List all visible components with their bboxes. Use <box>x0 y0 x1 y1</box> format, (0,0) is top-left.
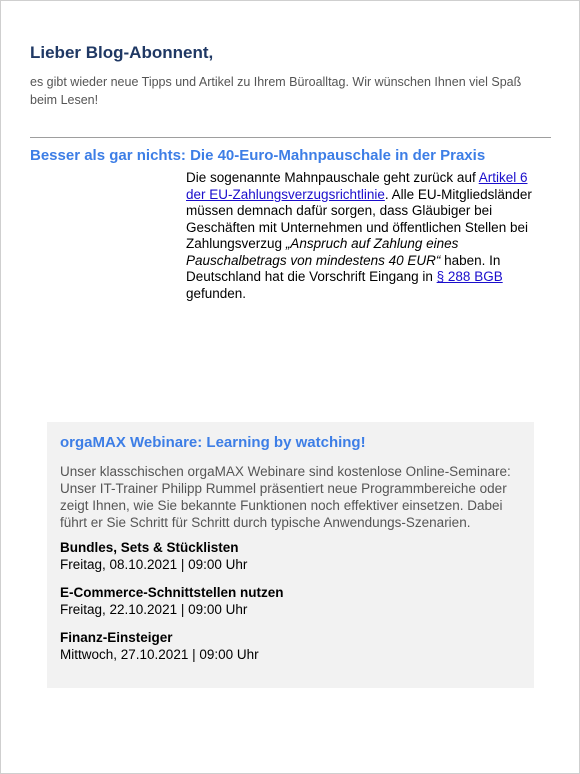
session-title[interactable]: Finanz-Einsteiger <box>60 630 173 645</box>
article-text-2: . Alle EU-Mitgliedsländer müssen demnach dafür sorgen, dass Gläubiger bei Geschäften mit Unternehmen und öffentlichen Stellen bei Zahlungsverzug <box>186 186 532 251</box>
article-text-4: gefunden. <box>186 285 247 301</box>
session-date: Freitag, 22.10.2021 | 09:00 Uhr <box>60 602 248 617</box>
webinar-session <box>60 629 526 663</box>
article-quote: „Anspruch auf Zahlung eines Pauschalbetrags von mindestens 40 EUR“ <box>186 236 459 268</box>
session-title[interactable]: Bundles, Sets & Stücklisten <box>60 540 239 555</box>
article-body <box>186 170 546 302</box>
webinar-session <box>60 584 526 618</box>
article-text-1: Die sogenannte Mahnpauschale geht zurück auf <box>186 170 479 185</box>
webinar-session <box>60 539 526 573</box>
webinar-box <box>47 422 534 688</box>
session-date: Mittwoch, 27.10.2021 | 09:00 Uhr <box>60 647 259 662</box>
article-text-3: haben. In Deutschland hat die Vorschrift Eingang in <box>186 252 501 284</box>
intro-text: es gibt wieder neue Tipps und Artikel zu Ihrem Büroalltag. Wir wünschen Ihnen viel Spaß beim Lesen! <box>30 75 522 107</box>
session-date: Freitag, 08.10.2021 | 09:00 Uhr <box>60 557 248 572</box>
session-title[interactable]: E-Commerce-Schnittstellen nutzen <box>60 585 284 600</box>
article-title[interactable]: Besser als gar nichts: Die 40-Euro-Mahnpauschale in der Praxis <box>30 147 486 164</box>
webinar-intro: Unser klasschischen orgaMAX Webinare sind kostenlose Online-Seminare: Unser IT-Trainer Philipp Rummel präsentiert neue Programmbereiche oder zeigt Ihnen, wie Sie bekannte Funktionen noch effektiver einsetzen. Dabei führt er Sie Schritt für Schritt durch typische Anwendungs-Szenarien. <box>60 464 511 530</box>
article-6-link[interactable]: Artikel 6 der EU-Zahlungsverzugsrichtlinie <box>186 170 528 202</box>
webinar-title[interactable]: orgaMAX Webinare: Learning by watching! <box>60 434 366 451</box>
greeting-heading: Lieber Blog-Abonnent, <box>30 43 214 62</box>
bgb-288-link[interactable]: § 288 BGB <box>436 269 503 284</box>
divider <box>30 137 551 138</box>
